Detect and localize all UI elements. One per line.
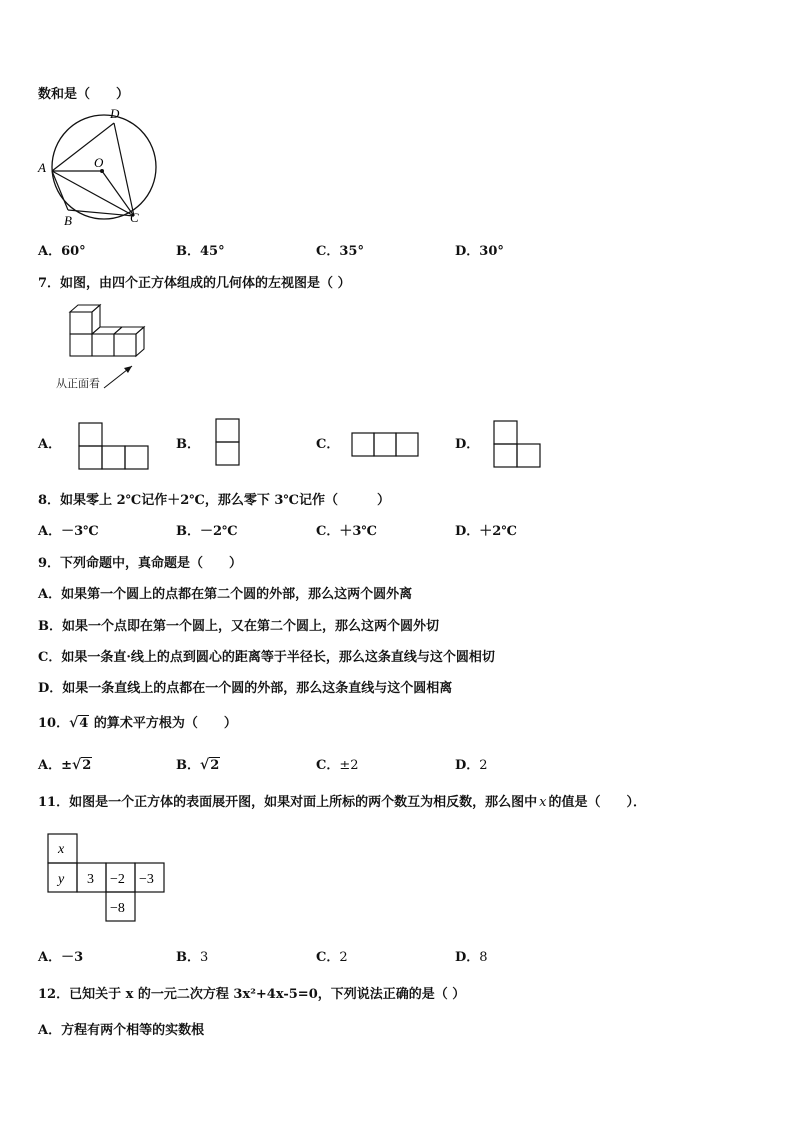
q11-cube-net	[46, 832, 166, 924]
q8-option-d[interactable]: D．＋2℃	[455, 524, 517, 539]
q6-option-b[interactable]: B．45°	[176, 244, 225, 259]
q6-option-d[interactable]: D．30°	[455, 244, 504, 259]
q11-option-b[interactable]: B．3	[176, 950, 209, 965]
q8-option-a[interactable]: A．－3℃	[38, 524, 99, 539]
sqrt-2-b: √2	[200, 757, 220, 773]
q9-stem: 9．下列命题中，真命题是（ ）	[38, 556, 243, 571]
net-x: x	[58, 842, 65, 857]
q11-option-d[interactable]: D．8	[455, 950, 488, 965]
label-o: O	[94, 155, 104, 170]
chord-ab	[52, 171, 68, 210]
q7-option-b-view[interactable]	[214, 418, 242, 468]
label-a: A	[38, 160, 46, 175]
q9-option-a[interactable]: A．如果第一个圆上的点都在第二个圆的外部，那么这两个圆外离	[38, 587, 413, 602]
q7-option-a-view[interactable]	[78, 422, 150, 472]
q7-option-d-view[interactable]	[493, 420, 543, 470]
label-c: C	[130, 210, 139, 225]
q12-option-a[interactable]: A．方程有两个相等的实数根	[38, 1023, 205, 1038]
q11-option-a[interactable]: A．－3	[38, 950, 84, 965]
q6-circle-figure	[36, 104, 162, 230]
q9-option-d[interactable]: D．如果一条直线上的点都在一个圆的外部，那么这条直线与这个圆相离	[38, 681, 453, 696]
net-y: y	[58, 872, 65, 887]
net-minus-2: −2	[110, 872, 125, 887]
q7-figure-caption: 从正面看	[56, 377, 100, 390]
q7-option-d-label[interactable]: D．	[455, 437, 480, 452]
q9-option-c[interactable]: C．如果一条直·线上的点到圆心的距离等于半径长，那么这条直线与这个圆相切	[38, 650, 495, 665]
q11-stem: 11．如图是一个正方体的表面展开图，如果对面上所标的两个数互为相反数，那么图中 x 的值是（ ）．	[38, 795, 646, 810]
label-d: D	[110, 106, 120, 121]
q7-option-c-label[interactable]: C．	[316, 437, 340, 452]
q10-stem: 10．√4 的算术平方根为（ ）	[38, 715, 237, 731]
sqrt-2-a: √2	[72, 757, 92, 773]
q8-stem: 8．如果零上 2℃记作＋2℃，那么零下 3℃记作（ ）	[38, 493, 390, 508]
q6-option-a[interactable]: A．60°	[38, 244, 86, 259]
q10-option-b[interactable]: B．√2	[176, 757, 220, 773]
q8-option-b[interactable]: B．－2℃	[176, 524, 238, 539]
net-3: 3	[87, 872, 94, 887]
q10-option-c[interactable]: C．±2	[316, 758, 359, 773]
q7-option-a-label[interactable]: A．	[38, 437, 62, 452]
net-minus-8: −8	[110, 901, 125, 916]
q12-stem: 12．已知关于 x 的一元二次方程 3x²+4x-5=0，下列说法正确的是（ ）	[38, 987, 466, 1002]
q6-option-c[interactable]: C．35°	[316, 244, 364, 259]
chord-ad	[52, 123, 114, 171]
q10-option-d[interactable]: D．2	[455, 758, 488, 773]
sqrt-4: √4	[69, 715, 89, 731]
q6-stem-continuation: 数和是（ ）	[38, 87, 130, 102]
q7-stem: 7．如图，由四个正方体组成的几何体的左视图是（ ）	[38, 276, 351, 291]
q9-option-b[interactable]: B．如果一个点即在第一个圆上，又在第二个圆上，那么这两个圆外切	[38, 619, 439, 634]
q7-option-b-label[interactable]: B．	[176, 437, 200, 452]
net-minus-3: −3	[139, 872, 154, 887]
q8-option-c[interactable]: C．＋3℃	[316, 524, 377, 539]
q7-option-c-view[interactable]	[351, 431, 423, 459]
chord-ac	[52, 171, 134, 216]
label-b: B	[64, 213, 72, 228]
q11-option-c[interactable]: C．2	[316, 950, 348, 965]
q10-option-a[interactable]: A．±√2	[38, 757, 92, 773]
